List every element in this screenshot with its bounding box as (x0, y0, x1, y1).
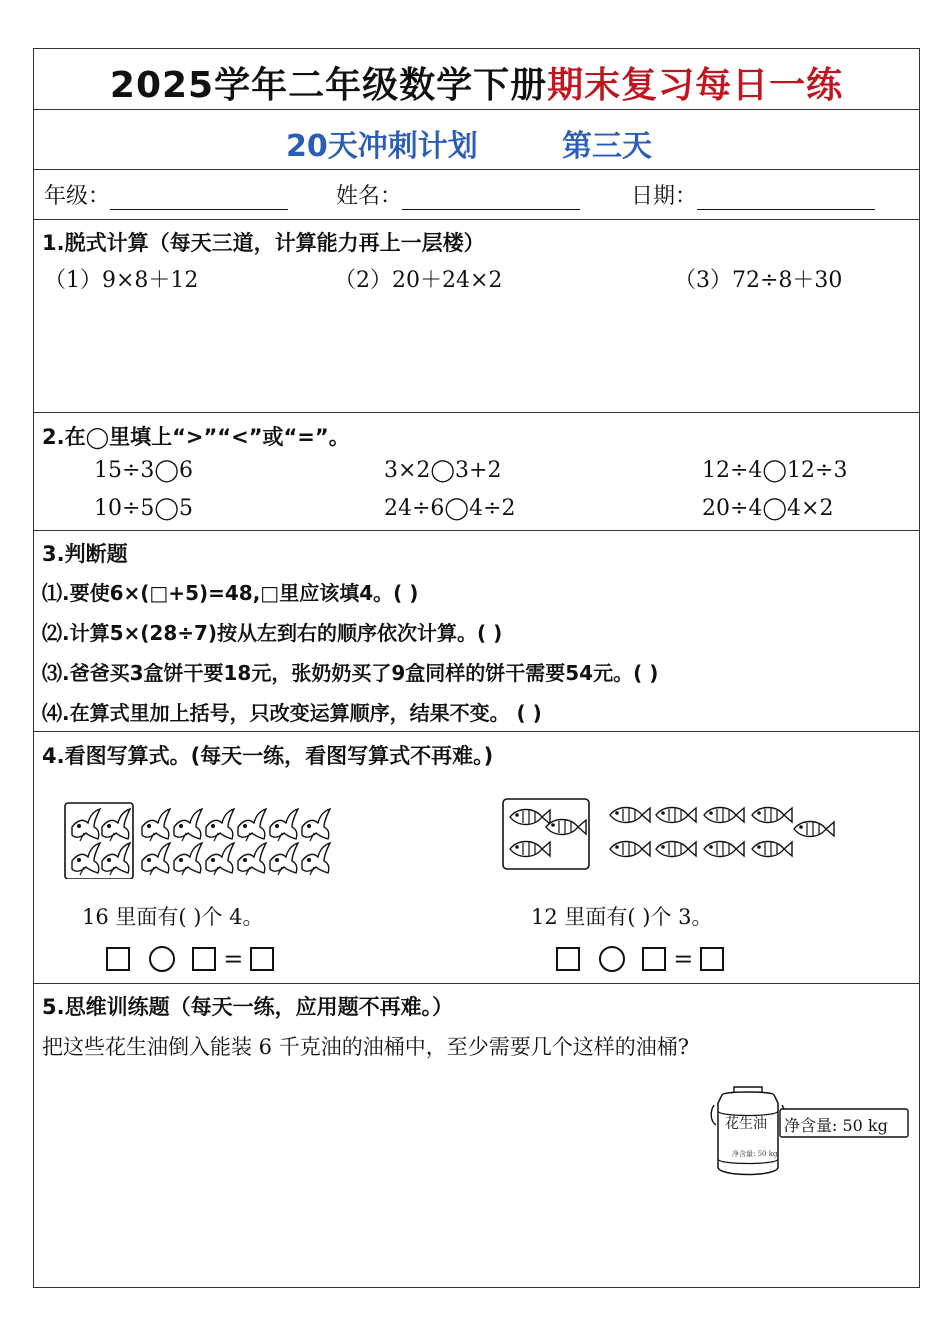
divider (34, 219, 919, 220)
divider (34, 169, 919, 170)
name-blank[interactable] (402, 187, 580, 210)
q2-item: 20÷4◯4×2 (702, 496, 834, 521)
answer-box[interactable] (556, 947, 580, 971)
answer-box[interactable] (642, 947, 666, 971)
q3-item: ⑵.计算5×(28÷7)按从左到右的顺序依次计算。( ) (42, 621, 503, 645)
q4-left-text: 16 里面有( )个 4。 (82, 905, 264, 929)
q3-heading: 3.判断题 (42, 542, 128, 566)
q2-item: 3×2◯3+2 (384, 458, 502, 483)
q2-item: 12÷4◯12÷3 (702, 458, 848, 483)
barrel-label: 花生油 (725, 1116, 767, 1132)
q3-item: ⑴.要使6×(□+5)=48,□里应该填4。( ) (42, 581, 419, 605)
q1-item: （2）20＋24×2 (334, 268, 503, 293)
q4-heading: 4.看图写算式。(每天一练，看图写算式不再难。) (42, 744, 494, 768)
divider (34, 530, 919, 531)
q3-item: ⑶.爸爸买3盒饼干要18元，张奶奶买了9盒同样的饼干需要54元。( ) (42, 661, 659, 685)
q3-item: ⑷.在算式里加上括号，只改变运算顺序，结果不变。 ( ) (42, 701, 542, 725)
name-field[interactable] (336, 179, 580, 210)
barrel-small-label: 净含量: 50 kg (732, 1150, 778, 1158)
grade-field[interactable] (44, 179, 288, 210)
q2-item: 24÷6◯4÷2 (384, 496, 516, 521)
q4-left-equation (106, 945, 274, 973)
plan-label: 20天冲刺计划 (286, 129, 478, 164)
q2-item: 15÷3◯6 (94, 458, 194, 483)
divider (34, 731, 919, 732)
answer-box[interactable] (106, 947, 130, 971)
q4-right-equation (556, 945, 724, 973)
divider (34, 109, 919, 110)
operator-circle[interactable] (149, 946, 175, 972)
answer-box[interactable] (700, 947, 724, 971)
grade-blank[interactable] (110, 187, 288, 210)
q1-item: （1）9×8＋12 (44, 268, 199, 293)
divider (34, 412, 919, 413)
answer-box[interactable] (192, 947, 216, 971)
birds-picture (64, 793, 344, 879)
date-field[interactable] (631, 179, 875, 210)
q2-heading: 2.在◯里填上“>”“<”或“=”。 (42, 425, 350, 449)
equals-sign: = (673, 945, 694, 973)
title-black: 2025学年二年级数学下册 (109, 65, 548, 106)
q5-question: 把这些花生油倒入能装 6 千克油的油桶中，至少需要几个这样的油桶? (42, 1035, 689, 1059)
grade-label: 年级： (44, 184, 111, 209)
net-weight-label: 净含量: 50 kg (784, 1116, 888, 1135)
date-blank[interactable] (697, 187, 875, 210)
name-label: 姓名： (336, 184, 403, 209)
q1-item: （3）72÷8＋30 (674, 268, 843, 293)
q4-right-text: 12 里面有( )个 3。 (531, 905, 713, 929)
q5-heading: 5.思维训练题（每天一练，应用题不再难。） (42, 995, 454, 1019)
q1-heading: 1.脱式计算（每天三道，计算能力再上一层楼） (42, 231, 485, 255)
worksheet-title (34, 57, 919, 108)
worksheet-frame (33, 48, 920, 1288)
title-red: 期末复习每日一练 (547, 65, 844, 106)
q2-item: 10÷5◯5 (94, 496, 194, 521)
equals-sign: = (223, 945, 244, 973)
day-label: 第三天 (562, 129, 652, 164)
operator-circle[interactable] (599, 946, 625, 972)
date-label: 日期： (631, 184, 698, 209)
answer-box[interactable] (250, 947, 274, 971)
fish-picture (502, 797, 842, 873)
divider (34, 983, 919, 984)
